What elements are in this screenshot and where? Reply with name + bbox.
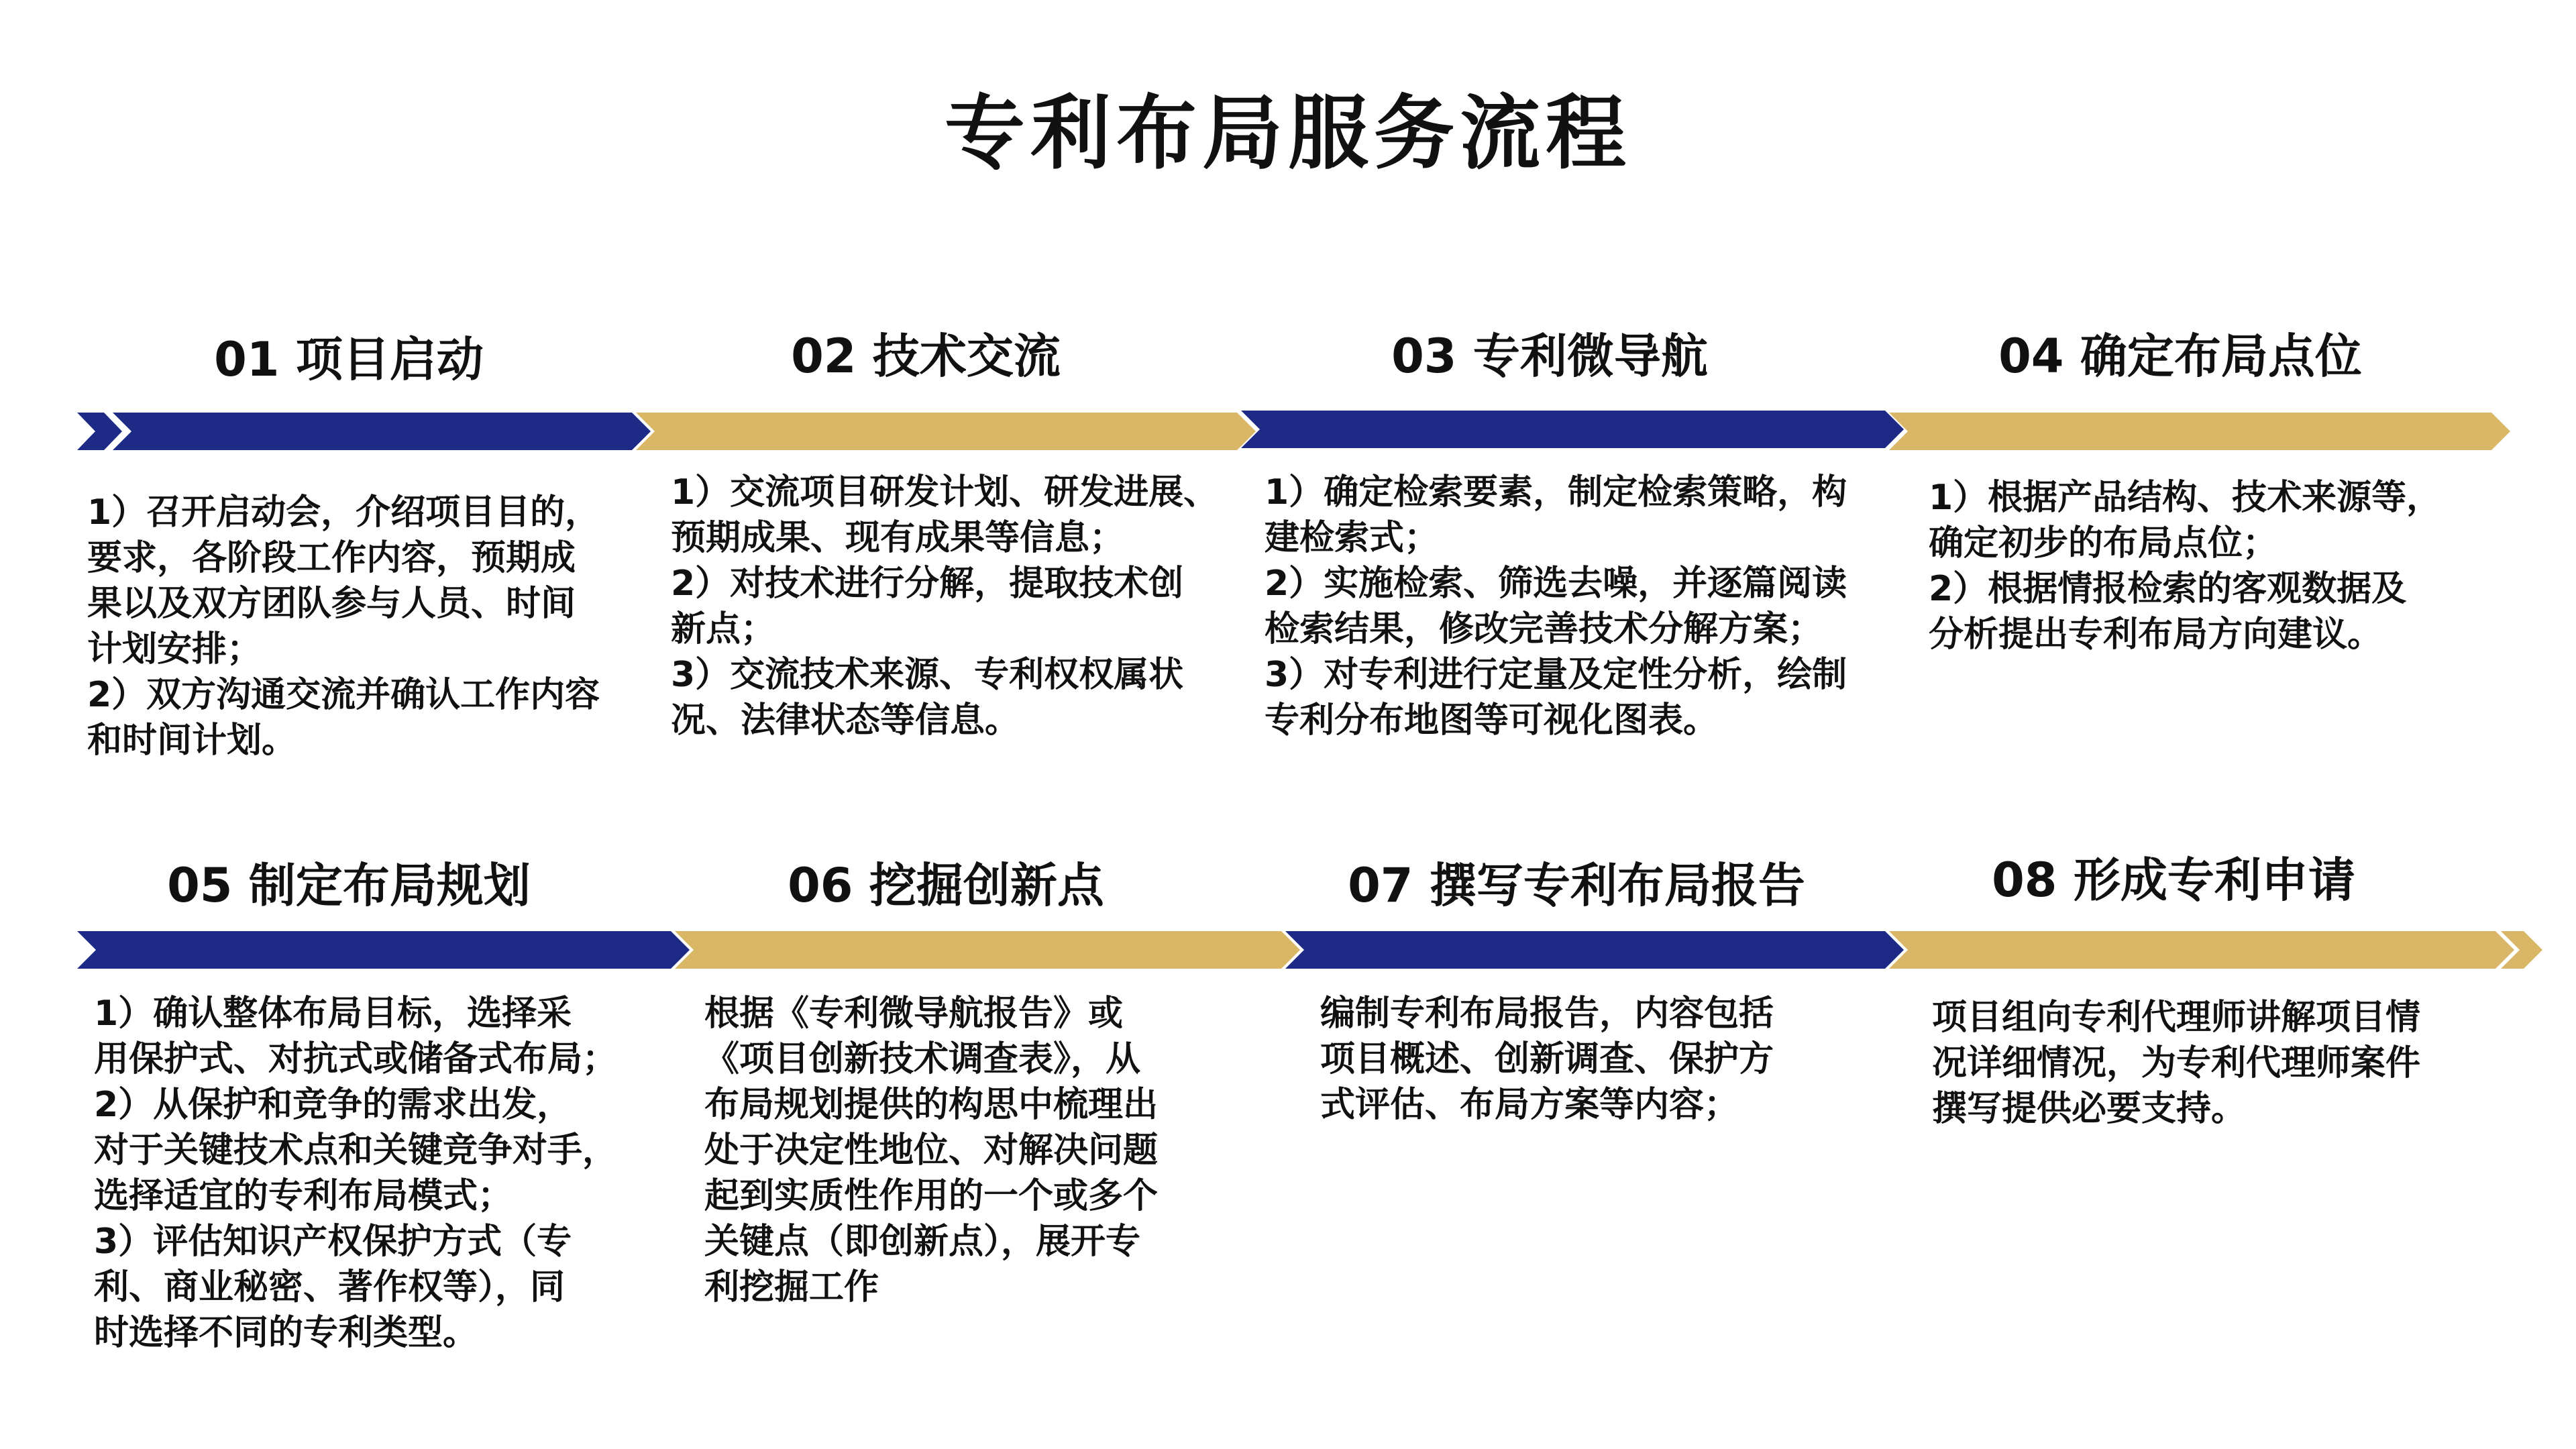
step-title-03: 03 专利微导航 — [1391, 329, 1708, 384]
step-desc-06: 根据《专利微导航报告》或 《项目创新技术调查表》，从 布局规划提供的构思中梳理出 处于决定性地位、对解决问题 起到实质性作用的一个或多个 关键点（即创新点），展开专 利挖掘工作 — [704, 994, 1159, 1307]
page-title: 专利布局服务流程 — [945, 87, 1631, 180]
step-title-08: 08 形成专利申请 — [1992, 853, 2355, 908]
arrow-band-04 — [1889, 413, 2510, 450]
step-title-04: 04 确定布局点位 — [1998, 329, 2362, 384]
step-desc-05: 1）确认整体布局目标，选择采 用保护式、对抗式或储备式布局； 2）从保护和竞争的需求出发， 对于关键技术点和关键竞争对手， 选择适宜的专利布局模式； 3）评估知识产权保护方式（专 利、商业秘密、著作权等），同 时选择不同的专利类型。 — [94, 994, 618, 1353]
arrow-chevron-start-row1 — [77, 413, 122, 450]
step-desc-07: 编制专利布局报告，内容包括 项目概述、创新调查、保护方 式评估、布局方案等内容； — [1320, 994, 1774, 1125]
arrow-band-03 — [1241, 411, 1904, 448]
step-desc-03: 1）确定检索要素，制定检索策略，构 建检索式； 2）实施检索、筛选去噪，并逐篇阅读 检索结果，修改完善技术分解方案； 3）对专利进行定量及定性分析，绘制 专利分布地图等可视化图表。 — [1265, 472, 1847, 741]
arrow-band-08 — [1889, 931, 2514, 969]
step-title-01: 01 项目启动 — [214, 332, 484, 387]
step-desc-08: 项目组向专利代理师讲解项目情 况详细情况，为专利代理师案件 撰写提供必要支持。 — [1932, 998, 2421, 1129]
step-title-02: 02 技术交流 — [791, 329, 1061, 384]
arrow-band-05 — [77, 931, 690, 969]
arrow-band-06 — [675, 931, 1300, 969]
step-title-06: 06 挖掘创新点 — [788, 858, 1104, 913]
arrow-band-01 — [113, 413, 651, 450]
step-desc-02: 1）交流项目研发计划、研发进展、 预期成果、现有成果等信息； 2）对技术进行分解，提取技术创 新点； 3）交流技术来源、专利权权属状 况、法律状态等信息。 — [671, 472, 1219, 741]
step-desc-04: 1）根据产品结构、技术来源等， 确定初步的布局点位； 2）根据情报检索的客观数据及 分析提出专利布局方向建议。 — [1929, 478, 2442, 655]
arrow-band-02 — [636, 413, 1256, 450]
arrow-band-07 — [1285, 931, 1904, 969]
step-desc-01: 1）召开启动会，介绍项目目的， 要求，各阶段工作内容，预期成 果以及双方团队参与人员、时间 计划安排； 2）双方沟通交流并确认工作内容 和时间计划。 — [87, 492, 600, 761]
step-title-07: 07 撰写专利布局报告 — [1348, 858, 1805, 913]
step-title-05: 05 制定布局规划 — [167, 858, 531, 913]
